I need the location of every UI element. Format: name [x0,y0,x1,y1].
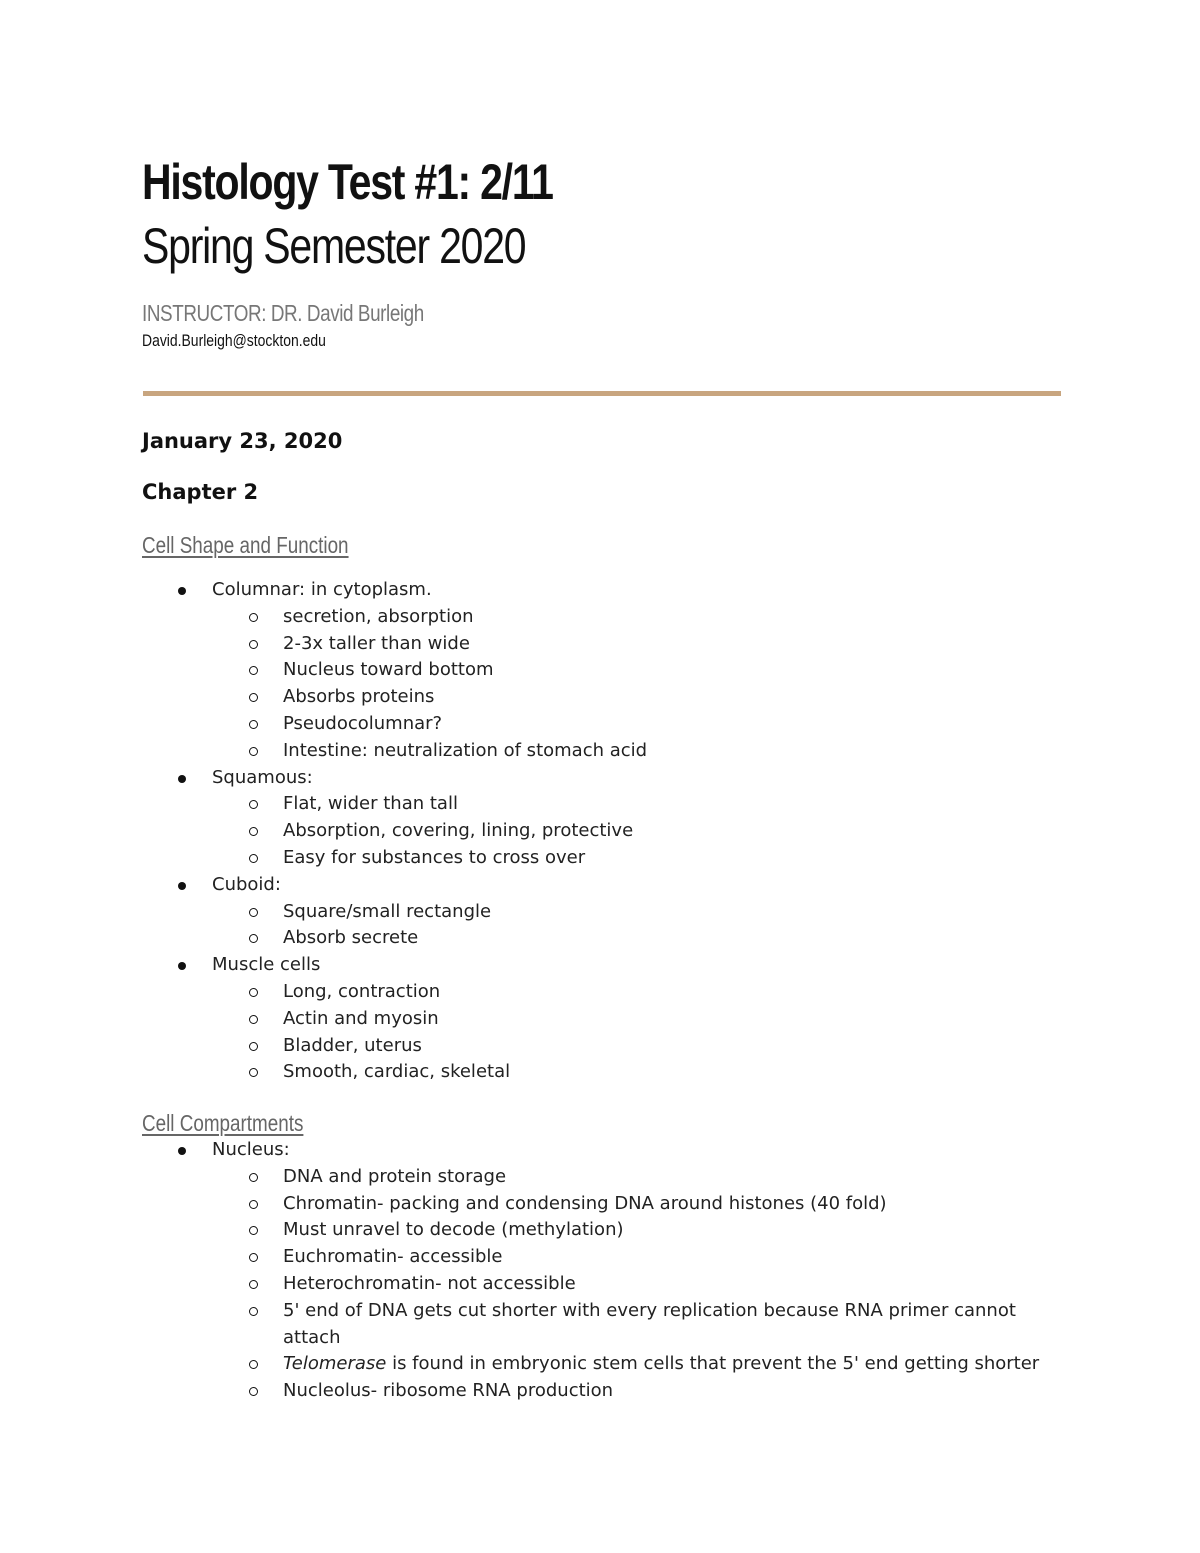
sub-item-text: Nucleolus- ribosome RNA production [283,1380,614,1402]
instructor-name: INSTRUCTOR: DR. David Burleigh [142,300,424,326]
circle-bullet-icon [249,1015,258,1024]
instructor-email: David.Burleigh@stockton.edu [142,331,326,350]
section-heading-cell-compartments: Cell Compartments [142,1110,304,1136]
sub-item-text: 5' end of DNA gets cut shorter with every replication because RNA primer cannot attach [283,1299,1016,1348]
sub-list-item [0,604,1043,631]
list-item [0,765,1043,792]
sub-list-item [0,738,1043,765]
circle-bullet-icon [249,1068,258,1077]
circle-bullet-icon [249,747,258,756]
sub-item-text: Flat, wider than tall [283,793,458,815]
sub-item-text: Bladder, uterus [283,1034,422,1056]
list-item [0,1137,1043,1164]
sub-item-text: Long, contraction [283,980,441,1002]
document-title [142,150,553,278]
bullet-icon [178,962,186,970]
circle-bullet-icon [249,1360,258,1369]
circle-bullet-icon [249,827,258,836]
list-item-label: Cuboid: [212,873,281,895]
sub-list-item [0,845,1043,872]
sub-list-item [0,1378,1043,1405]
list-item-label: Nucleus: [212,1139,290,1160]
sub-item-text: Chromatin- packing and condensing DNA around histones (40 fold) [283,1192,887,1214]
circle-bullet-icon [249,1042,258,1051]
sub-list-item [0,791,1043,818]
sub-item-text: DNA and protein storage [283,1165,507,1187]
sub-list-item [0,1298,1043,1352]
sub-item-text: Nucleus toward bottom [283,659,494,681]
chapter-heading: Chapter 2 [142,480,259,504]
title-line-semester: Spring Semester 2020 [142,218,526,274]
header-divider [143,391,1061,396]
sub-list-item [0,1164,1043,1191]
sub-item-text: Easy for substances to cross over [283,846,586,868]
sub-list-item [0,925,1043,952]
sub-list-item [0,899,1043,926]
sub-item-text: Smooth, cardiac, skeletal [283,1061,511,1083]
bullet-icon [178,1147,186,1155]
sub-list-item [0,818,1043,845]
sub-item-text: Intestine: neutralization of stomach acid [283,739,648,761]
circle-bullet-icon [249,1280,258,1289]
circle-bullet-icon [249,800,258,809]
sub-item-text: Must unravel to decode (methylation) [283,1219,624,1241]
sub-item-text: Heterochromatin- not accessible [283,1272,576,1294]
sub-list-item [0,1059,1043,1086]
title-line-test: Histology Test #1: 2/11 [142,154,553,210]
sub-list-item [0,631,1043,658]
sub-list-item [0,979,1043,1006]
sub-item-text: secretion, absorption [283,605,474,627]
sub-list-item [0,1271,1043,1298]
circle-bullet-icon [249,934,258,943]
bullet-icon [178,587,186,595]
telomerase-term: Telomerase [283,1353,387,1375]
circle-bullet-icon [249,720,258,729]
sub-list-item [0,711,1043,738]
circle-bullet-icon [249,854,258,863]
sub-list-item [0,1217,1043,1244]
list-item [0,577,1043,604]
sub-list-item [0,657,1043,684]
section-heading-cell-shape: Cell Shape and Function [142,532,349,558]
circle-bullet-icon [249,1200,258,1209]
circle-bullet-icon [249,908,258,917]
circle-bullet-icon [249,988,258,997]
circle-bullet-icon [249,1226,258,1235]
lecture-date: January 23, 2020 [142,429,343,453]
bullet-icon [178,882,186,890]
circle-bullet-icon [249,666,258,675]
sub-item-text: Euchromatin- accessible [283,1246,503,1268]
sub-item-text: Square/small rectangle [283,900,492,922]
sub-list-item [0,1191,1043,1218]
sub-item-text: Absorb secrete [283,927,419,949]
sub-item-text: is found in embryonic stem cells that prevent the 5' end getting shorter [386,1353,1040,1375]
circle-bullet-icon [249,1253,258,1262]
circle-bullet-icon [249,1387,258,1396]
sub-list-item [0,1033,1043,1060]
circle-bullet-icon [249,1307,258,1316]
circle-bullet-icon [249,640,258,649]
bullet-icon [178,775,186,783]
list-item-label: Squamous: [212,766,313,788]
cell-compartments-list [0,1137,1043,1405]
sub-item-text: Absorbs proteins [283,686,435,708]
sub-item-text: Actin and myosin [283,1007,439,1029]
circle-bullet-icon [249,613,258,622]
circle-bullet-icon [249,693,258,702]
list-item-label: Columnar: in cytoplasm. [212,579,432,600]
list-item [0,872,1043,899]
cell-shape-list [0,577,1043,1086]
list-item-label: Muscle cells [212,954,321,976]
circle-bullet-icon [249,1173,258,1182]
sub-list-item [0,1244,1043,1271]
list-item [0,952,1043,979]
sub-list-item [0,684,1043,711]
sub-list-item [0,1006,1043,1033]
sub-list-item [0,1351,1043,1378]
sub-item-text: Pseudocolumnar? [283,712,443,734]
sub-item-text: Absorption, covering, lining, protective [283,820,634,842]
sub-item-text: 2-3x taller than wide [283,632,470,654]
